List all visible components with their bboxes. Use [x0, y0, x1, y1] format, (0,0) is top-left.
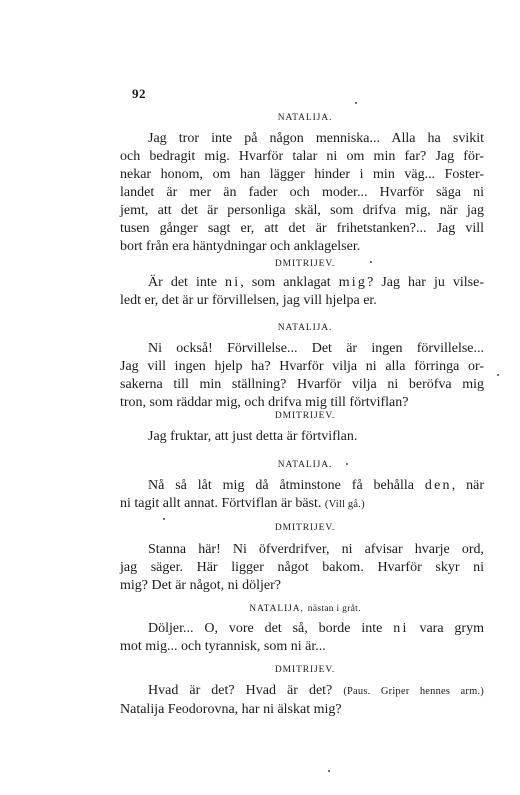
dialogue-paragraph	[120, 428, 484, 446]
dialogue-line: mig? Det är något, ni döljer?	[120, 578, 281, 593]
dialogue-line: Ni också! Förvillelse... Det är ingen förvillelse...	[148, 341, 484, 356]
speaker-heading: NATALIJA.	[277, 460, 333, 470]
speaker-heading: DMITRIJEV.	[274, 411, 336, 421]
dialogue-line: Nå så låt mig då åtminstone få behålla den, när	[148, 478, 484, 493]
dialogue-line: jag säger. Här ligger något bakom. Hvarför skyr ni	[120, 560, 484, 575]
dialogue-line: tron, som räddar mig, och drifva mig till förtviflan?	[120, 395, 409, 410]
scan-speck	[346, 463, 348, 465]
speaker-note: nästan i gråt.	[307, 604, 361, 614]
dialogue-paragraph	[120, 541, 484, 595]
dialogue-paragraph	[120, 274, 484, 310]
scan-speck	[328, 770, 330, 772]
dialogue-line: Hvad är det? Hvad är det? (Paus. Griper hennes arm.)	[148, 683, 484, 698]
dialogue-line: bort från era häntydningar och anklagelser.	[120, 239, 361, 254]
dialogue-line: tusen gånger sagt er, att det är frihetstanken?... Jag vill	[120, 221, 484, 236]
stage-direction: (Vill gå.)	[324, 499, 365, 510]
dialogue-line: Döljer... O, vore det så, borde inte ni vara grym	[148, 621, 484, 636]
scan-speck	[163, 518, 165, 520]
dialogue-paragraph	[120, 682, 484, 719]
dialogue-line: Jag fruktar, att just detta är förtviflan.	[148, 429, 358, 444]
speaker-heading: NATALIJA.	[277, 113, 333, 123]
speaker-heading: DMITRIJEV.	[274, 665, 336, 675]
page-number: 92	[132, 86, 146, 101]
dialogue-line: Stanna här! Ni öfverdrifver, ni afvisar hvarje ord,	[148, 542, 484, 557]
scan-speck	[497, 374, 499, 376]
dialogue-paragraph	[120, 340, 484, 412]
dialogue-line: ledt er, det är ur förvillelsen, jag vill hjelpa er.	[120, 293, 377, 308]
scan-speck	[370, 261, 372, 263]
dialogue-line: Jag vill ingen hjelp ha? Hvarför vilja ni alla förringa or-	[120, 359, 484, 374]
dialogue-line: Natalija Feodorovna, har ni älskat mig?	[120, 702, 342, 717]
dialogue-line: jemt, att det är personliga skäl, som drifva mig, när jag	[120, 203, 484, 218]
dialogue-paragraph	[120, 130, 484, 256]
dialogue-line: ni tagit allt annat. Förtviflan är bäst. (Vill gå.)	[120, 496, 365, 511]
speaker-heading: DMITRIJEV.	[274, 259, 336, 269]
scan-speck	[355, 102, 357, 104]
dialogue-paragraph	[120, 477, 484, 514]
dialogue-line: mot mig... och tyrannisk, som ni är...	[120, 639, 326, 654]
dialogue-line: nekar honom, om han lägger hinder i min väg... Foster-	[120, 167, 484, 182]
dialogue-line: sakerna till min ställning? Hvarför vilja ni beröfva mig	[120, 377, 484, 392]
speaker-heading: NATALIJA, nästan i gråt.	[249, 604, 361, 614]
stage-direction: (Paus. Griper hennes arm.)	[343, 686, 484, 697]
dialogue-line: och bedragit mig. Hvarför talar ni om min far? Jag för-	[120, 149, 484, 164]
speaker-heading: NATALIJA.	[277, 323, 333, 333]
dialogue-line: landet är mer än fader och moder... Hvarför säga ni	[120, 185, 484, 200]
dialogue-line: Är det inte ni, som anklagat mig? Jag har ju vilse-	[148, 275, 484, 290]
speaker-heading: DMITRIJEV.	[274, 523, 336, 533]
dialogue-paragraph	[120, 620, 484, 656]
dialogue-line: Jag tror inte på någon menniska... Alla ha svikit	[148, 131, 484, 146]
